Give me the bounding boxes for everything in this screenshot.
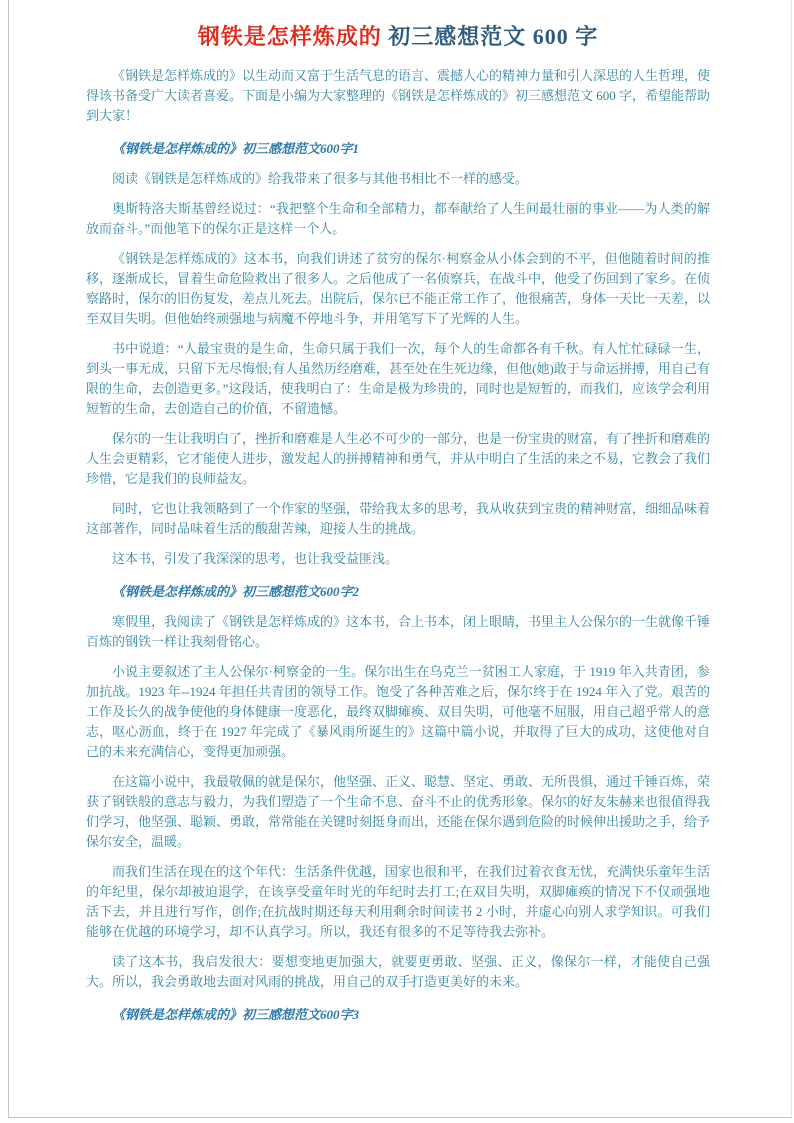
paragraph: 同时，它也让我领略到了一个作家的坚强，带给我太多的思考，我从收获到宝贵的精神财富，细细品味着这部著作，同时品味着生活的酸甜苦辣，迎接人生的挑战。 [86, 501, 711, 536]
page-title [86, 22, 710, 52]
paragraph: 这本书，引发了我深深的思考，也让我受益匪浅。 [112, 551, 399, 566]
section-1-heading: 《钢铁是怎样炼成的》初三感想范文600字1 [112, 141, 360, 156]
intro-paragraph: 《钢铁是怎样炼成的》以生动而又富于生活气息的语言、震撼人心的精神力量和引人深思的人生哲理，使得该书备受广大读者喜爱。下面是小编为大家整理的《钢铁是怎样炼成的》初三感想范文 600 字，希望能帮助到大家！ [86, 68, 711, 123]
title-suffix: 初三感想范文 600 字 [381, 24, 599, 49]
paragraph: 书中说道：“人最宝贵的是生命，生命只属于我们一次，每个人的生命都各有千秋。有人忙忙碌碌一生，到头一事无成，只留下无尽悔恨;有人虽然历经磨难，甚至处在生死边缘，但他(她)敢于与命运拼搏，用自己有限的生命，去创造更多。”这段话，使我明白了：生命是极为珍贵的，同时也是短暂的，而我们，应该学会利用短暂的生命，去创造自己的价值，不留遗憾。 [86, 341, 710, 416]
section-2-heading: 《钢铁是怎样炼成的》初三感想范文600字2 [112, 584, 360, 599]
paragraph: 小说主要叙述了主人公保尔·柯察金的一生。保尔出生在乌克兰一贫困工人家庭，于 1919 年入共青团，参加抗战。1923 年--1924 年担任共青团的领导工作。饱受了各种苦难之后，保尔终于在 1924 年入了党。艰苦的工作及长久的战争使他的身体健康一度恶化，最终双脚瘫痪、双目失明，可他毫不屈服，用自己超乎常人的意志，呕心沥血，终于在 1927 年完成了《暴风雨所诞生的》这篇中篇小说，并取得了巨大的成功，这使他对自己的未来充满信心，变得更加顽强。 [86, 664, 711, 759]
paragraph: 阅读《钢铁是怎样炼成的》给我带来了很多与其他书相比不一样的感受。 [112, 171, 529, 186]
section-3-heading: 《钢铁是怎样炼成的》初三感想范文600字3 [112, 1007, 360, 1022]
title-book-name: 钢铁是怎样炼成的 [197, 24, 382, 49]
paragraph: 读了这本书，我启发很大：要想变地更加强大，就要更勇敢、坚强、正义，像保尔一样，才能使自己强大。所以，我会勇敢地去面对风雨的挑战，用自己的双手打造更美好的未来。 [86, 954, 710, 989]
paragraph: 保尔的一生让我明白了，挫折和磨难是人生必不可少的一部分，也是一份宝贵的财富，有了挫折和磨难的人生会更精彩，它才能使人进步，激发起人的拼搏精神和勇气，并从中明白了生活的来之不易，它教会了我们珍惜，它是我们的良师益友。 [86, 431, 711, 486]
paragraph: 奥斯特洛夫斯基曾经说过：“我把整个生命和全部精力，都奉献给了人生间最壮丽的事业——为人类的解放而奋斗。”而他笔下的保尔正是这样一个人。 [86, 201, 710, 236]
paragraph: 寒假里，我阅读了《钢铁是怎样炼成的》这本书，合上书本，闭上眼睛，书里主人公保尔的一生就像千锤百炼的钢铁一样让我刻骨铭心。 [86, 614, 711, 649]
paragraph: 在这篇小说中，我最敬佩的就是保尔，他坚强、正义、聪慧、坚定、勇敢、无所畏惧，通过千锤百炼，荣获了钢铁般的意志与毅力，为我们塑造了一个生命不息、奋斗不止的优秀形象。保尔的好友朱赫来也很值得我们学习，他坚强、聪颖、勇敢，常常能在关键时刻挺身而出，还能在保尔遇到危险的时候伸出援助之手，给予保尔安全，温暖。 [86, 774, 711, 849]
paragraph: 而我们生活在现在的这个年代：生活条件优越，国家也很和平，在我们过着衣食无忧，充满快乐童年生活的年纪里，保尔却被迫退学，在该享受童年时光的年纪时去打工;在双目失明，双脚瘫痪的情况下不仅顽强地活下去，并且进行写作，创作;在抗战时期还每天利用剩余时间读书 2 小时，并虚心向别人求学知识。可我们能够在优越的环境学习，却不认真学习。所以，我还有很多的不足等待我去弥补。 [86, 864, 711, 939]
paragraph: 《钢铁是怎样炼成的》这本书，向我们讲述了贫穷的保尔·柯察金从小体会到的不平，但他随着时间的推移，逐渐成长，冒着生命危险救出了很多人。之后他成了一名侦察兵，在战斗中，他受了伤回到了家乡。在侦察路时，保尔的旧伤复发，差点儿死去。出院后，保尔已不能正常工作了，他很痛苦，身体一天比一天差，以至双目失明。但他始终顽强地与病魔不停地斗争，并用笔写下了光辉的人生。 [86, 251, 711, 326]
